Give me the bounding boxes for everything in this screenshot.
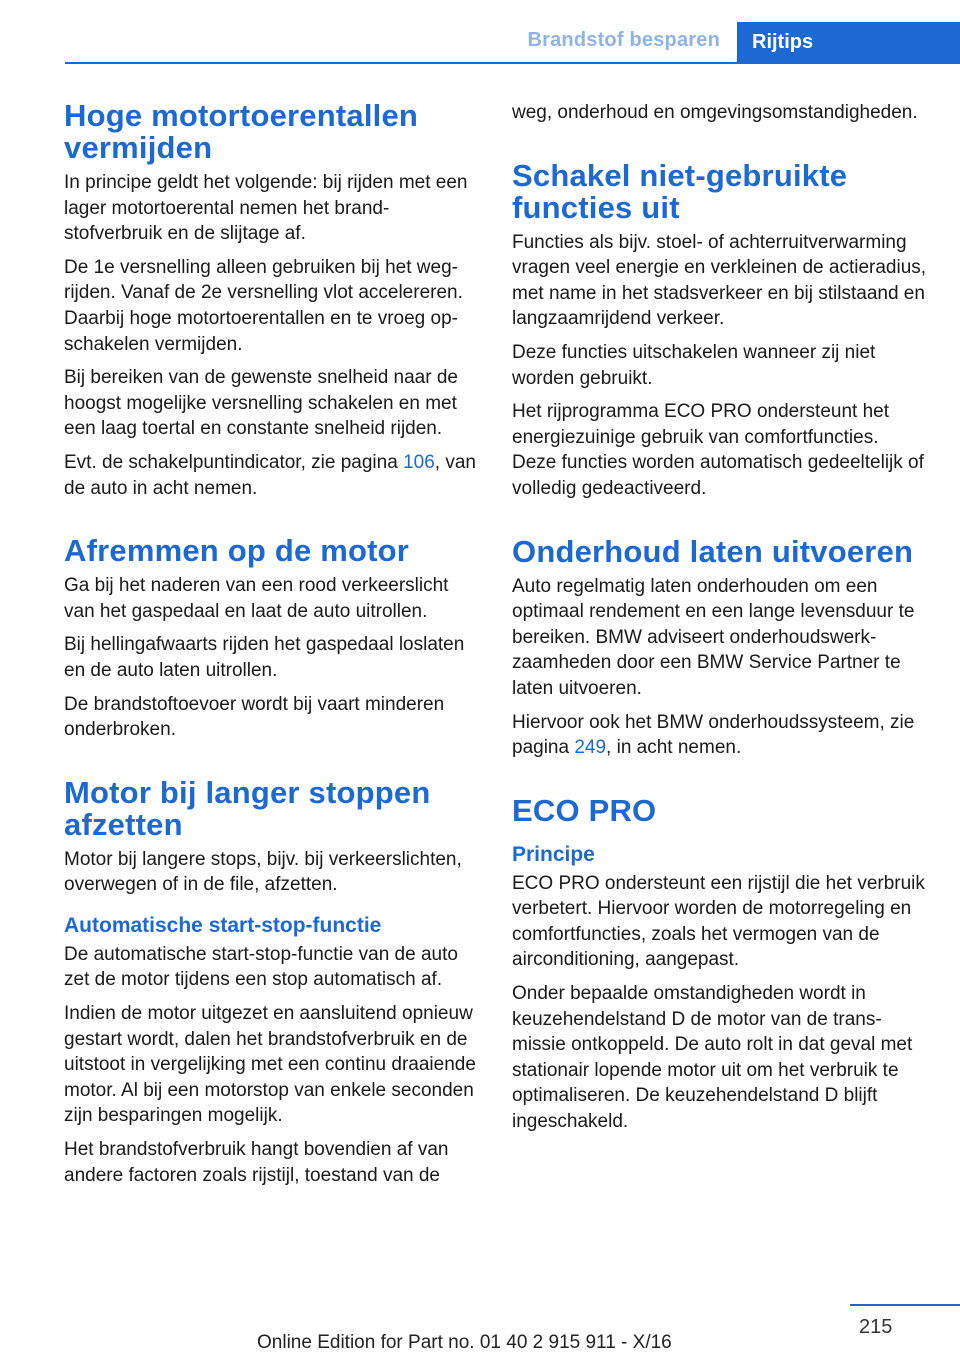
page-link-249[interactable]: 249 <box>574 737 607 759</box>
paragraph: Functies als bijv. stoel- of achterruitverwarming vragen veel energie en verkleinen de actieradius, met name in het stadsverkeer en bij stilstaand en langzaamrijdend verkeer. <box>512 231 927 330</box>
heading-eco-pro: ECO PRO <box>512 792 657 828</box>
paragraph: Onder bepaalde omstandigheden wordt in keuzehendelstand D de motor van de transmissie ontkoppeld. De auto rolt in dat geval met stationair lopende motor uit om het verbruik te optimaliseren. De keuzehendelstand D blijft ingeschakeld. <box>512 983 913 1133</box>
paragraph: Bij hellingafwaarts rijden het gaspedaal loslaten en de auto laten uitrollen. <box>64 634 465 681</box>
paragraph: Het brandstofverbruik hangt bovendien af van andere factoren zoals rijstijl, toestand van de <box>64 1139 449 1186</box>
paragraph: ECO PRO ondersteunt een rijstijl die het verbruik verbetert. Hiervoor worden de motorregeling en comfortfuncties, zoals het vermogen van de airconditioning, aangepast. <box>512 872 925 971</box>
section-unused-functions <box>512 157 927 502</box>
text: Hiervoor ook het BMW onderhoudssysteem, zie pagina <box>512 711 915 759</box>
subheading-principle: Principe <box>512 842 595 866</box>
paragraph-shift-indicator <box>64 450 479 501</box>
paragraph: De automatische start-stop-functie van de auto zet de motor tijdens een stop automatisch af. <box>64 943 458 991</box>
paragraph: In principe geldt het volgende: bij rijden met een lager motortoerental nemen het brandstofverbruik en de slijtage af. <box>64 172 468 245</box>
edition-note: Online Edition for Part no. 01 40 2 915 911 - X/16 <box>257 1332 672 1353</box>
heading-engine-off: Motor bij langer stoppen afzetten <box>64 774 431 842</box>
section-maintenance <box>512 533 927 761</box>
paragraph: Ga bij het naderen van een rood verkeerslicht van het gaspedaal en laat de auto uitrollen. <box>64 575 449 622</box>
header-chapter-tab: Rijtips <box>737 22 960 64</box>
paragraph: Motor bij langere stops, bijv. bij verkeerslichten, overwegen of in de file, afzetten. <box>64 848 462 896</box>
page-link-106[interactable]: 106 <box>403 451 435 473</box>
paragraph-continued: weg, onderhoud en omgevingsomstandigheden. <box>512 102 918 123</box>
section-eco-pro <box>512 792 927 1135</box>
paragraph: Bij bereiken van de gewenste snelheid naar de hoogst mogelijke versnelling schakelen en met een laag toertal en constante snelheid rijden. <box>64 367 458 440</box>
heading-maintenance: Onderhoud laten uitvoeren <box>512 533 914 569</box>
paragraph: Het rijprogramma ECO PRO ondersteunt het energiezuinige gebruik van comfortfuncties. Deze functies worden automatisch gedeeltelijk of volledig gedeactiveerd. <box>512 401 924 499</box>
paragraph: Indien de motor uitgezet en aansluitend opnieuw gestart wordt, dalen het brandstofverbruik en de uitstoot in vergelijking met een continu draaiende motor. Al bij een motorstop van enkele seconden zijn besparingen mogelijk. <box>64 1003 476 1127</box>
paragraph: Auto regelmatig laten onderhouden om een optimaal rendement en een lange levensduur te bereiken. BMW adviseert onderhoudswerkzaamheden door een BMW Service Partner te laten uitvoeren. <box>512 575 915 699</box>
left-column <box>64 100 479 1196</box>
heading-engine-braking: Afremmen op de motor <box>64 533 410 569</box>
paragraph-service-system <box>512 710 927 761</box>
paragraph: De 1e versnelling alleen gebruiken bij het wegrijden. Vanaf de 2e versnelling vlot accelereren. Daarbij hoge motortoerentallen en te vroeg opschakelen vermijden. <box>64 256 463 355</box>
header-rule <box>65 62 960 64</box>
heading-unused-functions: Schakel niet-gebruikte functies uit <box>512 157 848 225</box>
text: Evt. de schakelpuntindicator, zie pagina <box>64 451 404 473</box>
section-engine-off <box>64 774 479 1189</box>
right-column <box>512 100 927 1143</box>
header-section-title: Brandstof besparen <box>527 29 720 51</box>
page-number: 215 <box>859 1316 893 1338</box>
section-engine-braking <box>64 535 479 743</box>
footer-rule <box>850 1304 960 1306</box>
paragraph: Deze functies uitschakelen wanneer zij niet worden gebruikt. <box>512 341 876 389</box>
subheading-auto-start-stop: Automatische start-stop-functie <box>64 913 382 937</box>
paragraph: De brandstoftoevoer wordt bij vaart minderen onderbroken. <box>64 693 445 741</box>
heading-high-rpm: Hoge motortoerentallen vermijden <box>64 98 419 165</box>
text: , van de auto in acht nemen. <box>64 451 476 499</box>
text: , in acht nemen. <box>606 737 742 759</box>
section-high-rpm <box>64 100 479 501</box>
